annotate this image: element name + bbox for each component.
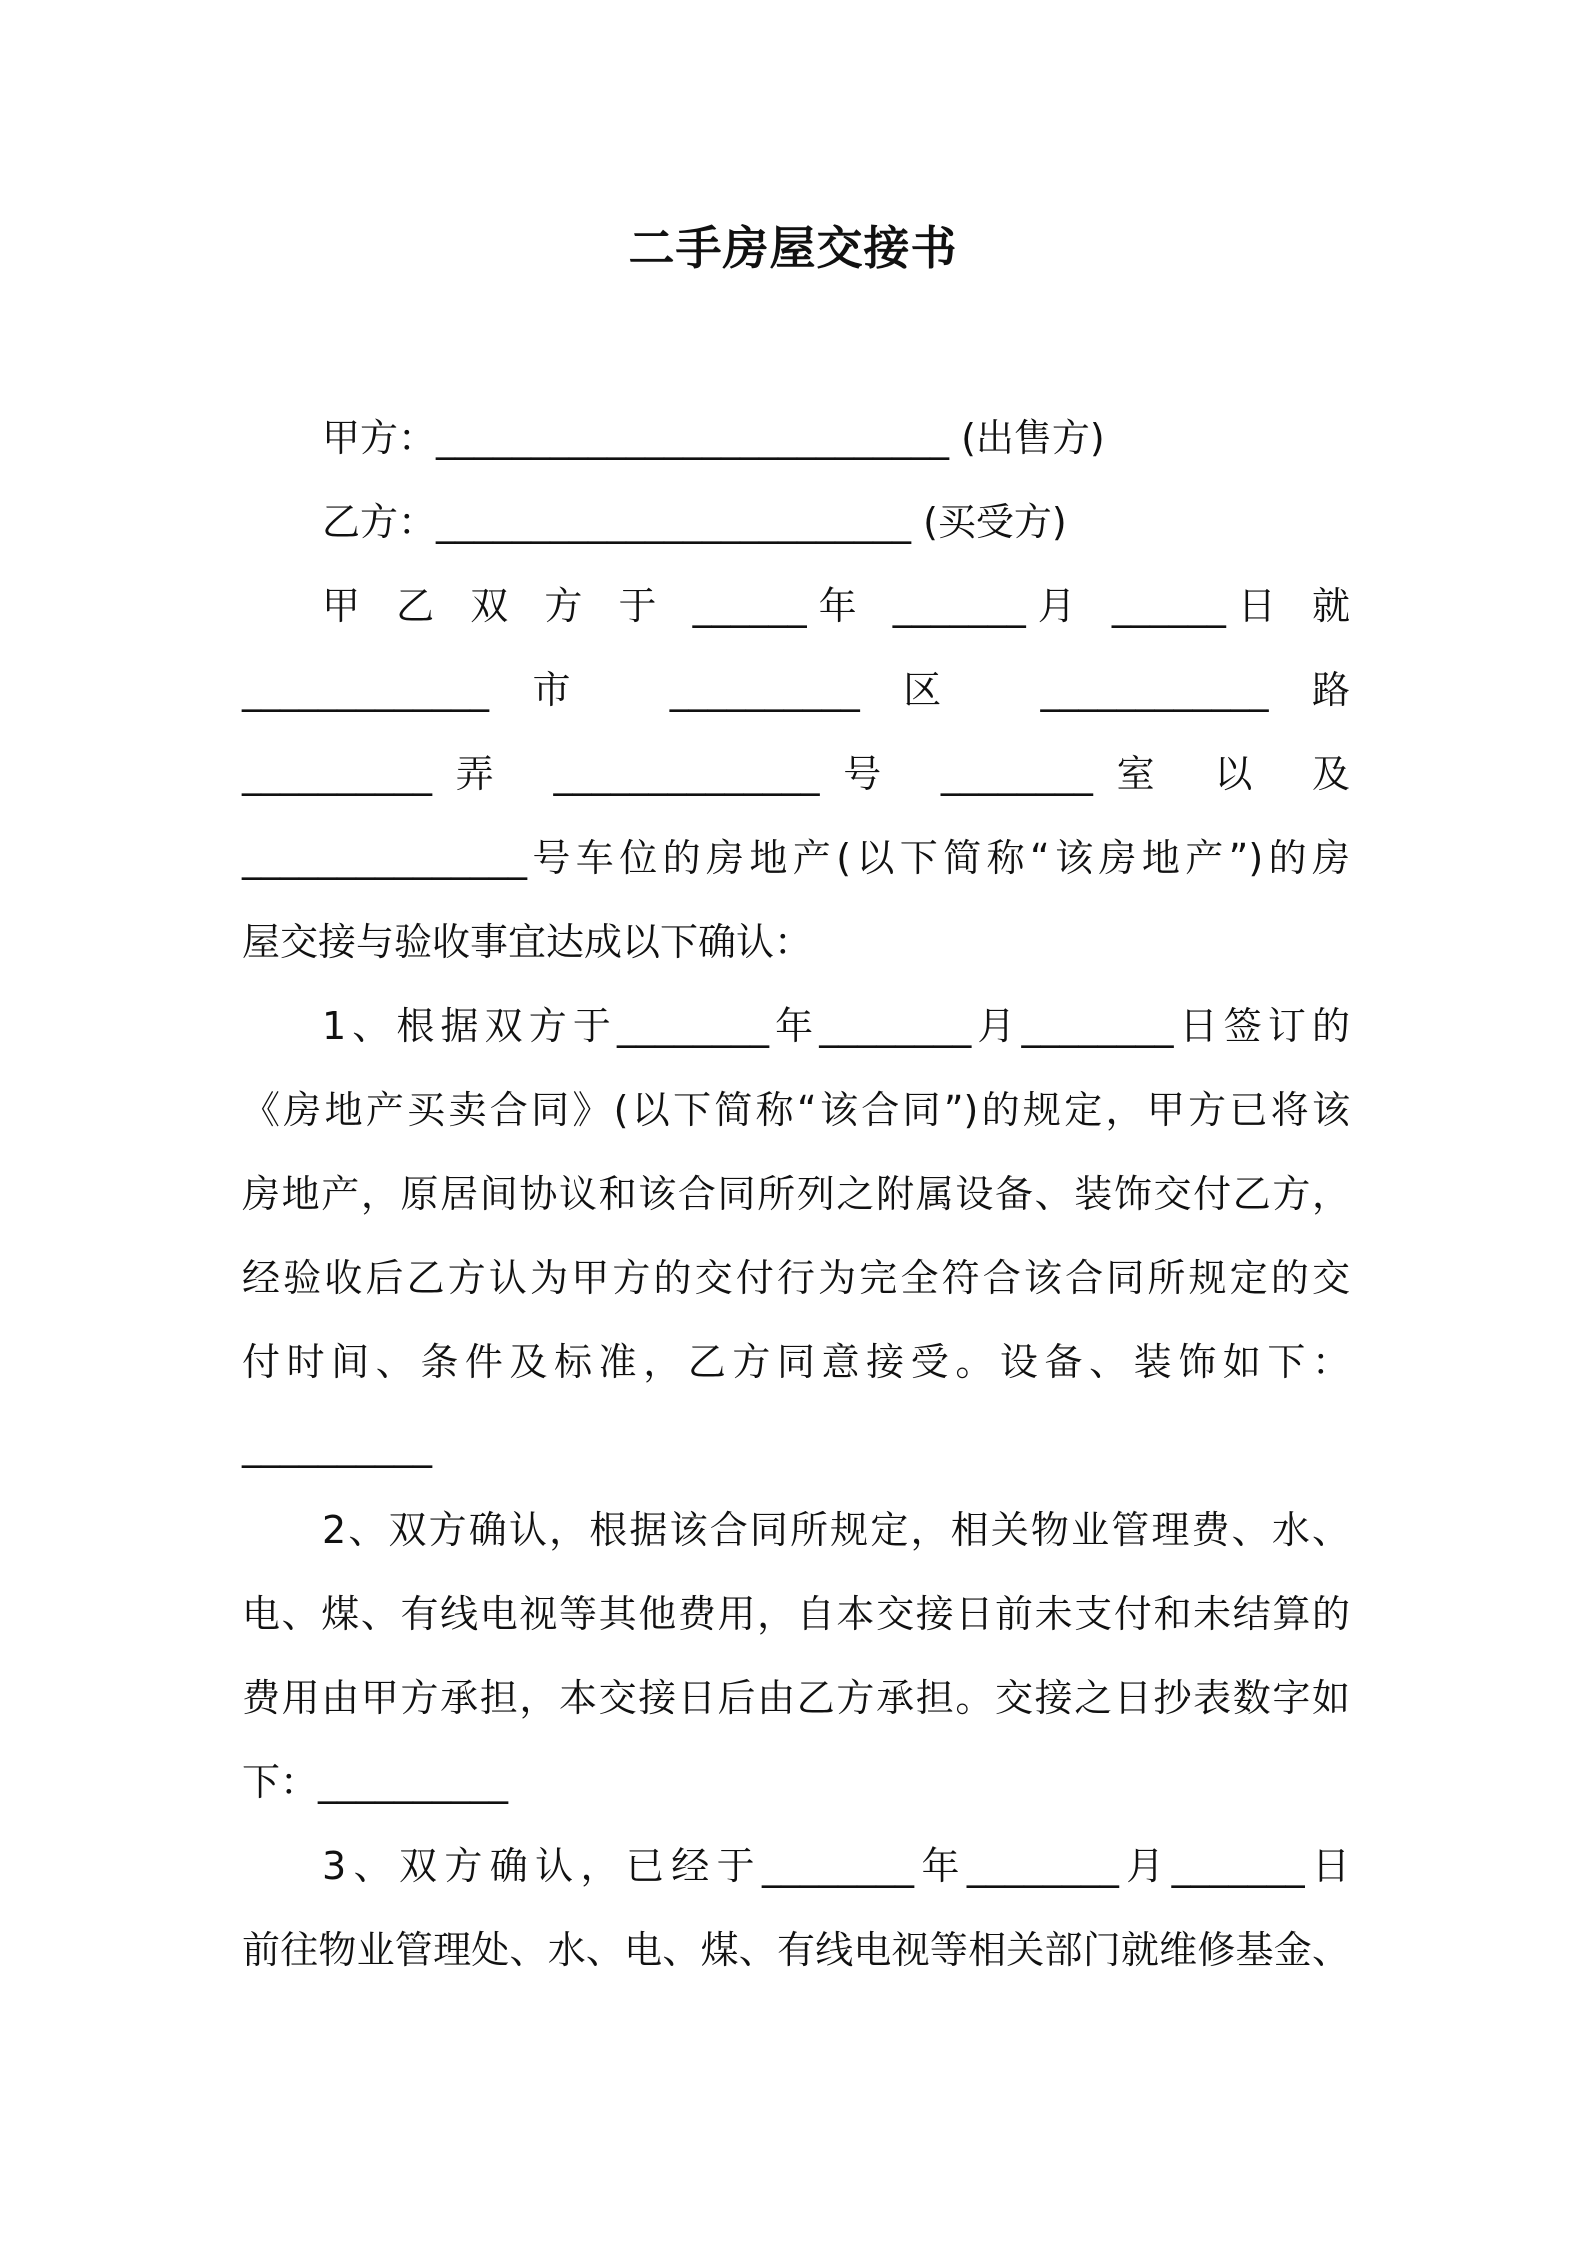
paragraph-line: _______________号车位的房地产(以下简称“该房地产”)的房 (242, 836, 1350, 880)
clause-2-line: 费用由甲方承担，本交接日后由乙方承担。交接之日抄表数字如 (242, 1676, 1350, 1720)
clause-1-line: 经验收后乙方认为甲方的交付行为完全符合该合同所规定的交 (242, 1256, 1350, 1300)
paragraph-line: _____________市 __________区 ____________路 (242, 668, 1350, 712)
clause-3-line: 前往物业管理处、水、电、煤、有线电视等相关部门就维修基金、 (242, 1928, 1350, 1972)
clause-1-line: 《房地产买卖合同》(以下简称“该合同”)的规定，甲方已将该 (242, 1088, 1350, 1132)
paragraph-line: 甲 乙 双 方 于 ______年 _______月 ______日 就 (322, 584, 1350, 628)
clause-2-line: 电、煤、有线电视等其他费用，自本交接日前未支付和未结算的 (242, 1592, 1350, 1636)
party-a-line: 甲方：___________________________ (出售方) (322, 416, 1105, 460)
paragraph-line: __________弄 ______________号 ________室 以 及 (242, 752, 1350, 796)
clause-1-line: 1、根据双方于________年________月________日签订的 (322, 1004, 1350, 1048)
clause-2-line: 下：__________ (242, 1760, 509, 1804)
clause-2-line: 2、双方确认，根据该合同所规定，相关物业管理费、水、 (322, 1508, 1350, 1552)
clause-3-line: 3、双方确认，已经于________年________月_______日 (322, 1844, 1350, 1888)
clause-1-line: 房地产，原居间协议和该合同所列之附属设备、装饰交付乙方， (242, 1172, 1350, 1216)
document-title: 二手房屋交接书 (628, 221, 958, 275)
paragraph-line: 屋交接与验收事宜达成以下确认： (242, 920, 813, 964)
clause-1-blank: __________ (242, 1424, 432, 1468)
party-b-line: 乙方：_________________________ (买受方) (322, 500, 1067, 544)
clause-1-line: 付时间、条件及标准，乙方同意接受。设备、装饰如下： (242, 1340, 1350, 1384)
